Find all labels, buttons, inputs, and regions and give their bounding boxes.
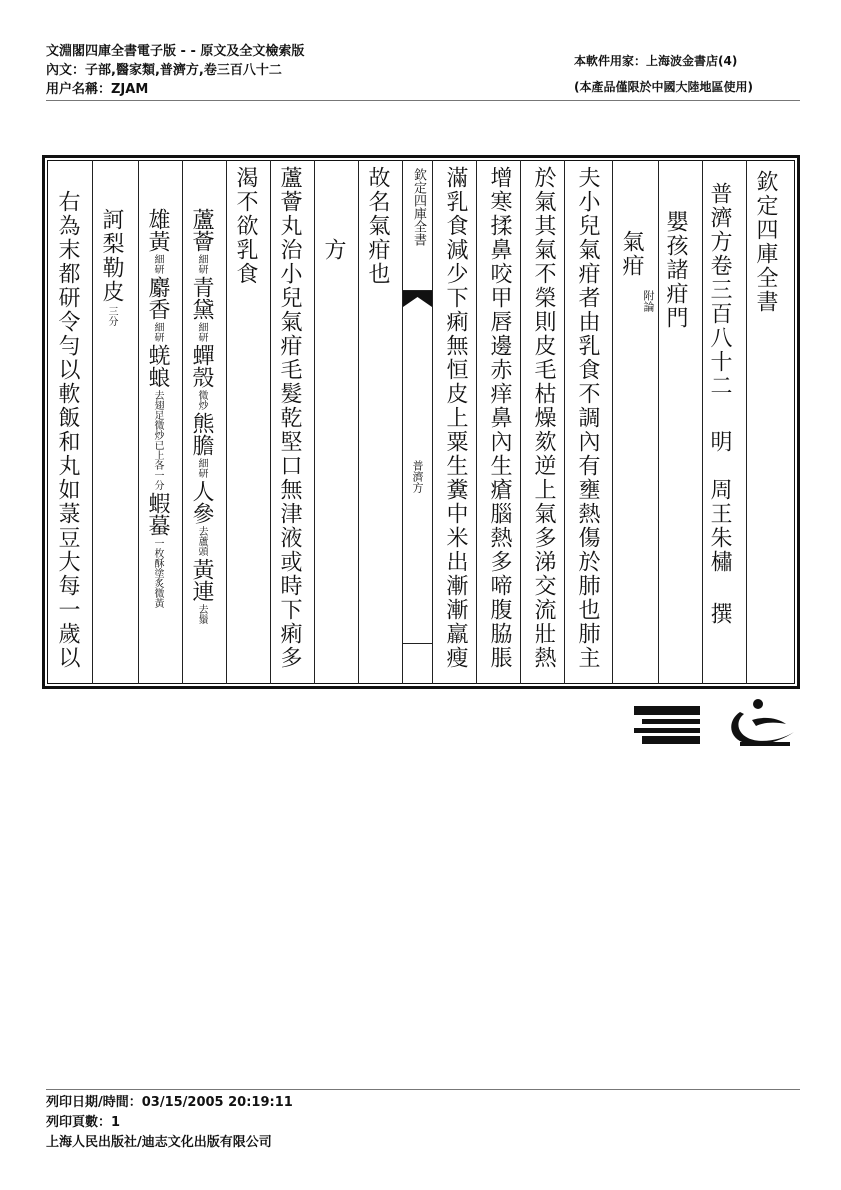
- header-left: [46, 42, 304, 99]
- fishtail-mark-icon: [403, 291, 432, 309]
- print-datetime: 列印日期/時間：03/15/2005 20:19:11: [46, 1095, 293, 1110]
- ingredient-column: [146, 208, 168, 610]
- drug-note: 去翅足微炒已上各一分: [152, 390, 163, 490]
- text-column: 蘆薈丸治小兒氣疳毛髮乾堅口無津液或時下痢多: [277, 166, 302, 670]
- drug-name: 人參: [189, 480, 214, 524]
- header-right: [574, 48, 753, 100]
- column-divider: [658, 160, 659, 684]
- drug-note: 微炒: [196, 390, 207, 410]
- subsection-title: 氣疳: [619, 230, 644, 278]
- column-divider: [702, 160, 703, 684]
- drug-note: 三分: [106, 306, 117, 326]
- ingredient-column: [190, 208, 212, 626]
- text-column: 渴不欲乳食: [233, 166, 258, 286]
- print-page-count: 列印頁數：1: [46, 1115, 121, 1130]
- footer-divider: [46, 1089, 800, 1090]
- drug-name: 訶梨勒皮: [99, 208, 124, 304]
- text-column: 右為末都研令勻以軟飯和丸如菉豆大每一歲以: [55, 190, 80, 670]
- header-edition: 文淵閣四庫全書電子版 - - 原文及全文檢索版: [46, 44, 305, 59]
- author: 周王朱橚: [707, 478, 732, 574]
- drug-name: 蘆薈: [189, 208, 214, 252]
- drug-note: 一枚酥塗炙微黃: [152, 538, 163, 608]
- header-licensee: 本軟件用家：上海波金書店(4): [574, 54, 738, 68]
- column-divider: [520, 160, 521, 684]
- header-content-path: 內文：子部,醫家類,普濟方,卷三百八十二: [46, 63, 282, 78]
- text-column: 夫小兒氣疳者由乳食不調內有壅熱傷於肺也肺主: [575, 166, 600, 670]
- drug-name: 蜣蜋: [145, 344, 170, 388]
- drug-note: 去鬚: [196, 604, 207, 624]
- column-divider: [402, 160, 403, 684]
- drug-name: 雄黃: [145, 208, 170, 252]
- drug-note: 細研: [196, 322, 207, 342]
- column-divider: [746, 160, 747, 684]
- column-divider: [182, 160, 183, 684]
- header-username: 用户名稱：ZJAM: [46, 82, 149, 97]
- drug-name: 黃連: [189, 558, 214, 602]
- column-divider: [358, 160, 359, 684]
- footer: [46, 1093, 293, 1153]
- drug-name: 熊膽: [189, 412, 214, 456]
- ingredient-column: [100, 208, 122, 328]
- publisher-credit: 上海人民出版社/迪志文化出版有限公司: [46, 1135, 272, 1150]
- column-divider: [432, 160, 433, 684]
- center-divider-bottom: [403, 643, 432, 644]
- formula-heading: 方: [321, 238, 346, 262]
- text-column: 故名氣疳也: [365, 166, 390, 286]
- column-divider: [564, 160, 565, 684]
- column-divider: [270, 160, 271, 684]
- author-role: 撰: [707, 602, 732, 626]
- drug-name: 蟬殼: [189, 344, 214, 388]
- chapter-title: 普濟方卷三百八十二: [707, 182, 732, 398]
- text-column: 於氣其氣不榮則皮毛枯燥欬逆上氣多涕交流壯熱: [531, 166, 556, 670]
- column-divider: [612, 160, 613, 684]
- subsection-note: 附論: [642, 290, 655, 312]
- drug-name: 青黛: [189, 276, 214, 320]
- drug-name: 麝香: [145, 276, 170, 320]
- text-column: 滿乳食減少下痢無恒皮上粟生糞中米出漸漸羸瘦: [443, 166, 468, 670]
- column-divider: [92, 160, 93, 684]
- drug-note: 細研: [196, 458, 207, 478]
- column-divider: [226, 160, 227, 684]
- section-title: 嬰孩諸疳門: [663, 210, 688, 330]
- drug-name: 蝦蟇: [145, 492, 170, 536]
- center-volume-title: 普濟方: [411, 460, 424, 493]
- column-divider: [476, 160, 477, 684]
- column-divider: [314, 160, 315, 684]
- header-divider: [46, 100, 800, 101]
- drug-note: 去蘆頭: [196, 526, 207, 556]
- drug-note: 細研: [196, 254, 207, 274]
- center-book-title: 欽定四庫全書: [411, 168, 426, 246]
- drug-note: 細研: [152, 322, 163, 342]
- drug-note: 細研: [152, 254, 163, 274]
- header-region-notice: (本產品僅限於中國大陸地區使用): [574, 80, 753, 94]
- dynasty: 明: [707, 430, 732, 454]
- text-column: 增寒揉鼻咬甲唇邊赤痒鼻內生瘡腦熱多啼腹脇脹: [487, 166, 512, 670]
- book-title: 欽定四庫全書: [753, 170, 778, 314]
- publisher-logo-icon: [632, 698, 802, 750]
- column-divider: [138, 160, 139, 684]
